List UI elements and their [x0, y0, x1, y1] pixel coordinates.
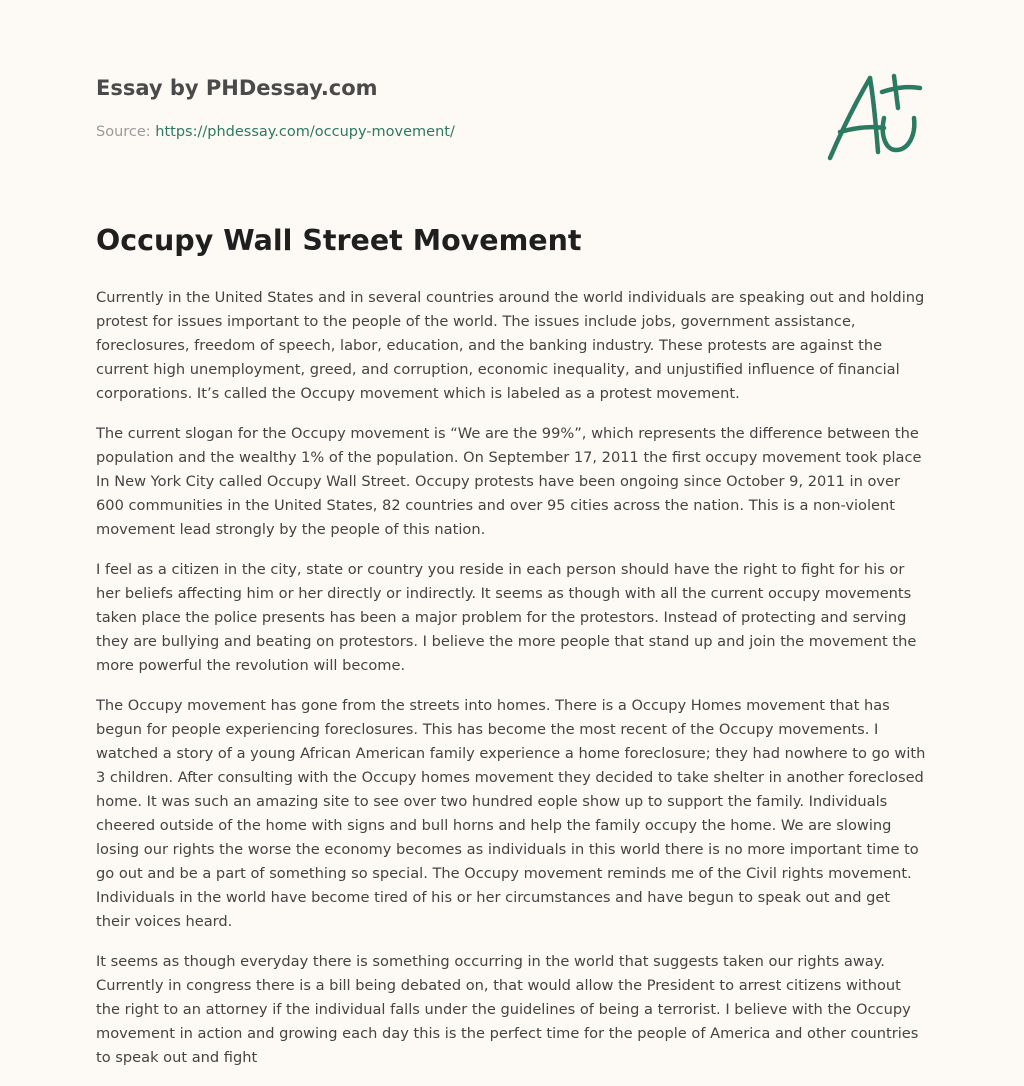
paragraph-1: Currently in the United States and in several countries around the world individuals are speaking out and holding protest for issues important to the people of the world. The issues include jobs, government assistance, foreclosures, freedom of speech, labor, education, and the banking industry. These protests are against the current high unemployment, greed, and corruption, economic inequality, and unjustified influence of financial corporations. It’s called the Occupy movement which is labeled as a protest movement.	[96, 289, 925, 402]
essay-title: Occupy Wall Street Movement	[96, 224, 582, 257]
source-line	[96, 124, 455, 140]
paragraph-4: The Occupy movement has gone from the streets into homes. There is a Occupy Homes movement that has begun for people experiencing foreclosures. This has become the most recent of the Occupy movements. I watched a story of a young African American family experience a home foreclosure; they had nowhere to go with 3 children. After consulting with the Occupy homes movement they decided to take shelter in another foreclosed home. It was such an amazing site to see over two hundred eople show up to support the family. Individuals cheered outside of the home with signs and bull horns and help the family occupy the home. We are slowing losing our rights the worse the economy becomes as individuals in this world there is no more important time to go out and be a part of something so special. The Occupy movement reminds me of the Civil rights movement. Individuals in the world have become tired of his or her circumstances and have begun to speak out and get their voices heard.	[96, 697, 926, 930]
source-link[interactable]: https://phdessay.com/occupy-movement/	[155, 124, 455, 140]
brand-title: Essay by PHDessay.com	[96, 76, 378, 100]
paragraph-5: It seems as though everyday there is something occurring in the world that suggests taken our rights away. Currently in congress there is a bill being debated on, that would allow the President to arrest citizens without the right to an attorney if the individual falls under the guidelines of being a terrorist. I believe with the Occupy movement in action and growing each day this is the perfect time for the people of America and other countries to speak out and fight	[96, 953, 919, 1066]
essay-body	[96, 286, 926, 1086]
a-plus-grade-icon	[822, 66, 932, 166]
paragraph-3: I feel as a citizen in the city, state or country you reside in each person should have the right to fight for his or her beliefs affecting him or her directly or indirectly. It seems as though with all the current occupy movements taken place the police presents has been a major problem for the protestors. Instead of protecting and serving they are bullying and beating on protestors. I believe the more people that stand up and join the movement the more powerful the revolution will become.	[96, 561, 917, 674]
paragraph-2: The current slogan for the Occupy movement is “We are the 99%”, which represents the difference between the population and the wealthy 1% of the population. On September 17, 2011 the first occupy movement took place In New York City called Occupy Wall Street. Occupy protests have been ongoing since October 9, 2011 in over 600 communities in the United States, 82 countries and over 95 cities across the nation. This is a non-violent movement lead strongly by the people of this nation.	[96, 425, 922, 538]
source-label: Source:	[96, 124, 151, 140]
